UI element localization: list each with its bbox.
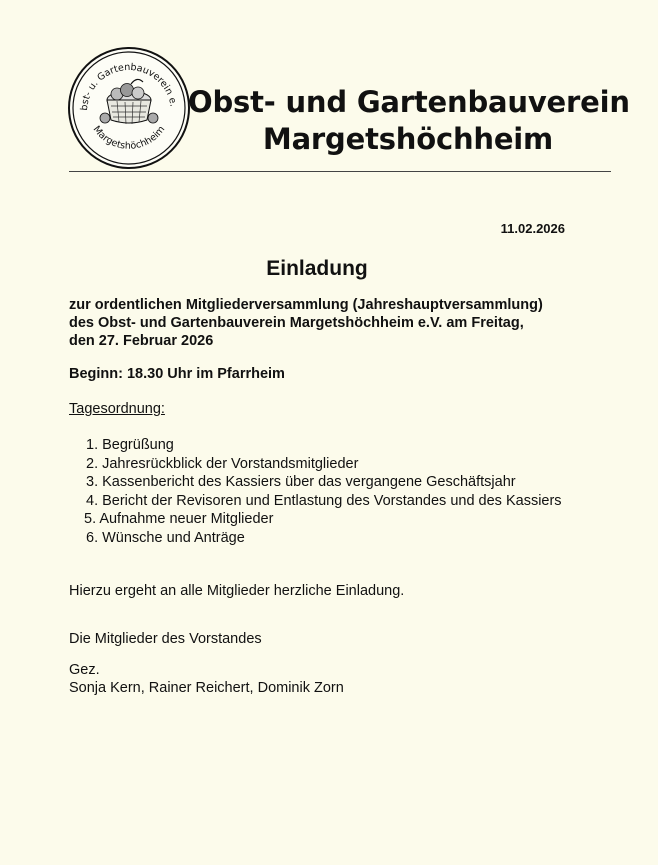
document-heading: Einladung — [266, 257, 368, 280]
agenda-item: 5. Aufnahme neuer Mitglieder — [84, 511, 274, 527]
intro-paragraph — [69, 296, 629, 350]
header-title — [188, 84, 628, 158]
closing-text: Die Mitglieder des Vorstandes — [69, 631, 262, 647]
agenda-item: 2. Jahresrückblick der Vorstandsmitglieder — [86, 455, 359, 472]
document-date: 11.02.2026 — [500, 221, 565, 236]
agenda-item: 6. Wünsche und Anträge — [86, 529, 245, 546]
header-divider — [69, 171, 611, 172]
signature-block — [69, 661, 344, 697]
header-title-line1: Obst- und Gartenbauverein — [188, 85, 630, 119]
signatories: Sonja Kern, Rainer Reichert, Dominik Zorn — [69, 680, 344, 696]
intro-line-1: zur ordentlichen Mitgliederversammlung (Jahreshauptversammlung) — [69, 297, 543, 313]
begin-time: Beginn: 18.30 Uhr im Pfarrheim — [69, 366, 285, 382]
agenda-item: 1. Begrüßung — [86, 437, 174, 453]
logo-ring-text-bottom: Margetshöchheim — [90, 124, 168, 152]
club-seal-graphic — [67, 46, 191, 170]
agenda-list — [86, 436, 562, 547]
agenda-label: Tagesordnung: — [69, 401, 165, 417]
agenda-item: 4. Bericht der Revisoren und Entlastung des Vorstandes und des Kassiers — [86, 492, 562, 509]
intro-line-2: des Obst- und Gartenbauverein Margetshöchheim e.V. am Freitag, — [69, 315, 524, 331]
intro-line-3: den 27. Februar 2026 — [69, 333, 214, 349]
invitation-text: Hierzu ergeht an alle Mitglieder herzliche Einladung. — [69, 583, 405, 599]
agenda-item: 3. Kassenbericht des Kassiers über das vergangene Geschäftsjahr — [86, 474, 516, 490]
signed-label: Gez. — [69, 662, 100, 678]
logo-ring-text-top: bst- u. Gartenbauverein e. — [78, 61, 179, 112]
club-logo — [67, 46, 191, 170]
header-title-line2: Margetshöchheim — [262, 122, 554, 156]
